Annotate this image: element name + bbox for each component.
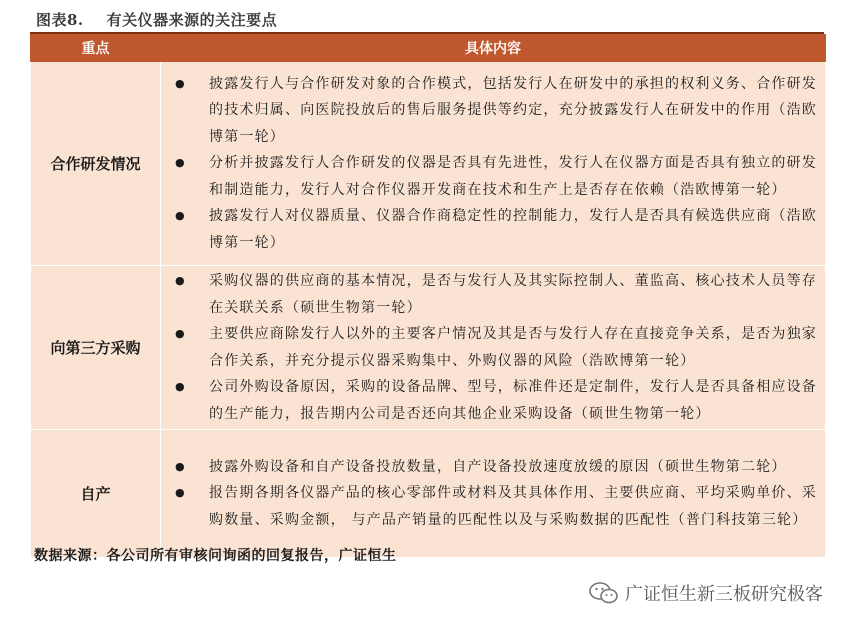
row-content: [161, 62, 826, 266]
list-item-text: 披露外购设备和自产设备投放数量，自产设备投放速度放缓的原因（硕世生物第二轮）: [209, 458, 787, 475]
list-item-text: 披露发行人与合作研发对象的合作模式，包括发行人在研发中的承担的权利义务、合作研发的技术归属、向医院投放后的售后服务提供等约定，充分披露发行人在研发中的作用（浩欧博第一轮）: [209, 75, 817, 145]
list-item: [161, 374, 817, 427]
header-key: 重点: [31, 35, 161, 62]
figure-title-bar: [30, 6, 824, 34]
row-key: 向第三方采购: [31, 266, 161, 430]
list-item-text: 分析并披露发行人合作研发的仪器是否具有先进性，发行人在仪器方面是否具有独立的研发和制造能力，发行人对合作仪器开发商在技术和生产上是否存在依赖（浩欧博第一轮）: [209, 155, 817, 198]
data-source-note: 数据来源：各公司所有审核问询函的回复报告，广证恒生: [34, 548, 397, 564]
bullet-icon: ●: [175, 486, 186, 500]
header-content: 具体内容: [161, 35, 826, 62]
list-item: [161, 150, 817, 203]
list-item-text: 披露发行人对仪器质量、仪器合作商稳定性的控制能力，发行人是否具有候选供应商（浩欧博第一轮）: [209, 208, 817, 251]
bullet-icon: ●: [175, 156, 186, 170]
figure-heading: 有关仪器来源的关注要点: [106, 11, 278, 29]
list-item: [161, 203, 817, 256]
bullet-icon: ●: [175, 380, 186, 393]
table-row: [31, 266, 826, 430]
list-item-text: 报告期各期各仪器产品的核心零部件或材料及其具体作用、主要供应商、平均采购单价、采购数量、采购金额， 与产品产销量的匹配性以及与采购数据的匹配性（普门科技第三轮）: [209, 485, 817, 528]
focus-points-table: [30, 34, 826, 558]
bullet-icon: ●: [175, 76, 186, 90]
bullet-icon: ●: [175, 209, 186, 223]
bullet-icon: ●: [175, 459, 186, 473]
row-key: 自产: [31, 430, 161, 558]
bullet-list: [161, 266, 825, 429]
list-item-text: 采购仪器的供应商的基本情况，是否与发行人及其实际控制人、董监高、核心技术人员等存在关联关系（硕世生物第一轮）: [209, 273, 817, 316]
figure-label: 图表8.: [36, 11, 84, 29]
bullet-icon: ●: [175, 274, 186, 287]
watermark-text: 广证恒生新三板研究极客: [625, 584, 823, 605]
list-item: [161, 454, 817, 481]
bullet-list: [161, 69, 825, 259]
table-row: [31, 62, 826, 266]
list-item-text: 主要供应商除发行人以外的主要客户情况及其是否与发行人存在直接竞争关系，是否为独家合作关系，并充分提示仪器采购集中、外购仪器的风险（浩欧博第一轮）: [209, 326, 817, 369]
list-item-text: 公司外购设备原因，采购的设备品牌、型号，标准件还是定制件，发行人是否具备相应设备的生产能力，报告期内公司是否还向其他企业采购设备（硕世生物第一轮）: [209, 379, 817, 422]
wechat-icon: [589, 581, 619, 605]
figure-title: [36, 9, 277, 30]
bullet-list: [161, 452, 825, 536]
list-item: [161, 71, 817, 151]
table-header-row: [31, 35, 826, 62]
table-row: [31, 430, 826, 558]
row-key: 合作研发情况: [31, 62, 161, 266]
list-item: [161, 480, 817, 533]
watermark: [589, 580, 823, 606]
row-content: [161, 266, 826, 430]
bullet-icon: ●: [175, 327, 186, 340]
list-item: [161, 321, 817, 374]
list-item: [161, 268, 817, 321]
row-content: [161, 430, 826, 558]
